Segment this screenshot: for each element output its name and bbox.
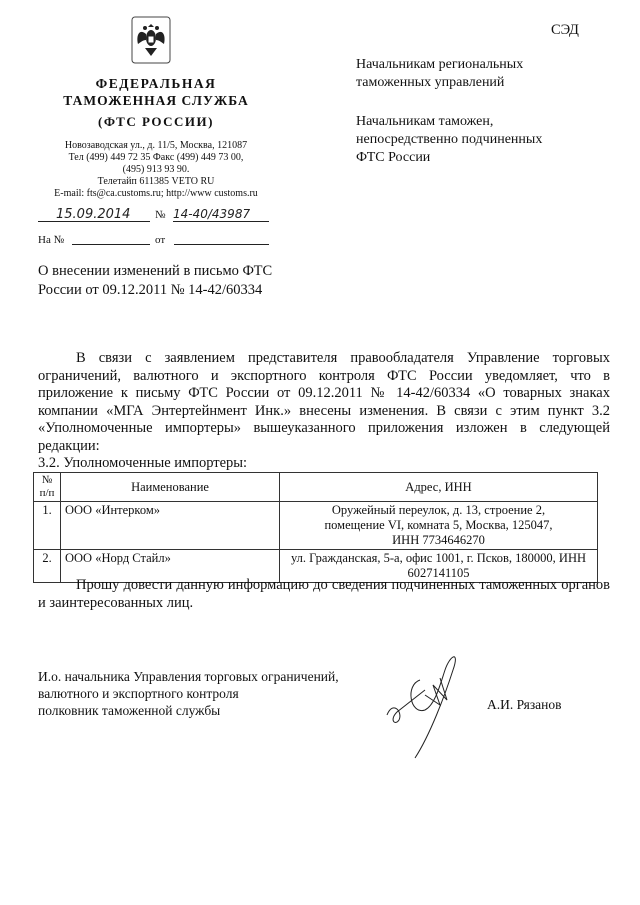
cell-name: ООО «Интерком»	[61, 502, 280, 550]
cell-num: 2.	[34, 550, 61, 583]
header-name: Наименование	[61, 473, 280, 502]
addressee-line: ФТС России	[356, 150, 431, 165]
body-paragraph-1: В связи с заявлением представителя правообладателя Управление торговых ограничений, валютного и экспортного контроля ФТС России уведомляет, что в приложение к письму ФТС России от 09.12.2011 № 14-42/60334 «О товарных знаках компании «МГА Энтертейнмент Инк.» внесены изменения. В связи с этим пункт 3.2 «Уполномоченные импортеры» вышеуказанного приложения изложен в следующей редакции:	[38, 350, 610, 454]
emblem-icon	[131, 16, 171, 64]
date-field	[38, 205, 150, 222]
position-line: валютного и экспортного контроля	[38, 686, 239, 701]
org-name-abbr: (ФТС РОССИИ)	[98, 114, 214, 129]
org-phone-2: (495) 913 93 90.	[122, 164, 190, 175]
addressee-line: таможенных управлений	[356, 75, 505, 90]
addressee-regional	[356, 56, 616, 92]
cell-address: Оружейный переулок, д. 13, строение 2, помещение VI, комната 5, Москва, 125047, ИНН 7734646270	[280, 502, 598, 550]
addressee-customs	[356, 113, 616, 167]
number-handwritten: 14-40/43987	[173, 207, 251, 221]
table-row	[34, 502, 598, 550]
addressee-line: непосредственно подчиненных	[356, 132, 543, 147]
signatory-position	[38, 668, 339, 719]
body-paragraph-2: Прошу довести данную информацию до сведения подчиненных таможенных органов и заинтересованных лиц.	[38, 577, 610, 611]
sed-stamp: СЭД	[551, 22, 579, 38]
org-name-line1: ФЕДЕРАЛЬНАЯ	[95, 76, 217, 91]
reply-number-field	[72, 230, 150, 245]
header-address: Адрес, ИНН	[280, 473, 598, 502]
header-num: № п/п	[34, 473, 61, 502]
importers-table	[33, 472, 598, 583]
cell-address: ул. Гражданская, 5-а, офис 1001, г. Псков, 180000, ИНН 6027141105	[280, 550, 598, 583]
position-line: И.о. начальника Управления торговых ограничений,	[38, 669, 339, 684]
org-address: Новозаводская ул., д. 11/5, Москва, 121087	[64, 140, 248, 151]
cell-num: 1.	[34, 502, 61, 550]
addressee-line: Начальникам таможен,	[356, 114, 494, 129]
table-header-row	[34, 473, 598, 502]
org-email: E-mail: fts@ca.customs.ru; http://www customs.ru	[54, 188, 258, 199]
letter-subject	[38, 262, 338, 299]
addressee-line: Начальникам региональных	[356, 57, 524, 72]
position-line: полковник таможенной службы	[38, 703, 221, 718]
org-name-line2: ТАМОЖЕННАЯ СЛУЖБА	[63, 93, 249, 108]
org-teletype: Телетайп 611385 VETO RU	[97, 176, 215, 187]
signatory-name: А.И. Рязанов	[487, 697, 562, 712]
org-phone: Тел (499) 449 72 35 Факс (499) 449 73 00,	[68, 152, 244, 163]
signature-icon	[385, 650, 475, 760]
subject-line: России от 09.12.2011 № 14-42/60334	[38, 281, 263, 298]
reply-date-field	[174, 230, 269, 245]
number-field	[173, 205, 269, 222]
subject-line: О внесении изменений в письмо ФТС	[38, 263, 273, 279]
section-heading: 3.2. Уполномоченные импортеры:	[38, 455, 248, 471]
date-handwritten: 15.09.2014	[56, 207, 131, 222]
reply-number-label: На №	[38, 234, 65, 246]
reply-date-label: от	[155, 234, 166, 246]
number-label: №	[155, 209, 166, 221]
cell-name: ООО «Норд Стайл»	[61, 550, 280, 583]
